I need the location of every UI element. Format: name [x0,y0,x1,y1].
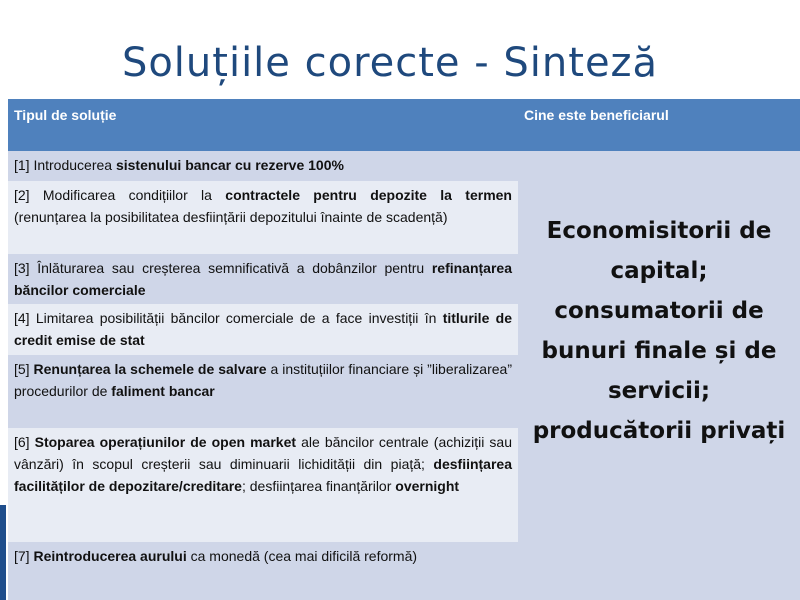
table-row [8,254,518,304]
row-text-bold: faliment bancar [111,383,215,399]
row-text-bold: contractele pentru depozite la termen [225,187,512,203]
beneficiary-cell [518,151,800,600]
solutions-table [8,99,800,600]
row-text-bold: Reintroducerea aurului [33,548,187,564]
row-text: [7] [14,548,34,564]
row-text: [3] Înlăturarea sau creșterea semnificativă a dobânzilor pentru [14,260,432,276]
row-text: a instituțiilor financiare și ”liberalizarea” procedurilor de [14,361,512,399]
row-text-bold: refinanțarea băncilor comerciale [14,260,512,298]
row-text: [2] Modificarea condițiilor la [14,187,226,203]
row-text: (renunțarea la posibilitatea desființării depozitului înainte de scadență) [14,209,448,225]
row-text-bold: Renunțarea la schemele de salvare [33,361,267,377]
row-text: [6] [14,434,35,450]
row-text-bold: overnight [395,478,460,494]
beneficiary-text: Economisitorii de capital; consumatorii de bunuri finale și de servicii; producătorii privați [532,217,786,444]
table-row [8,181,518,254]
row-text: ; desființarea finanțărilor [241,478,396,494]
row-text-bold: desființarea facilităților de depozitare/creditare [14,456,512,494]
left-accent-bar [0,505,6,600]
row-text: ale băncilor centrale (achiziții sau vânzări) în scopul creșterii sau diminuarii lichidității din piață; [14,434,512,472]
row-text-bold: Stoparea operațiunilor de open market [34,434,297,450]
table-row [8,304,518,355]
row-text: [5] [14,361,34,377]
header-solution-type: Tipul de soluție [8,99,518,151]
table-row [8,355,518,428]
table-row [8,542,518,600]
slide-title: Soluțiile corecte - Sinteză [121,40,659,86]
row-text: [1] Introducerea [14,157,116,173]
header-beneficiary: Cine este beneficiarul [518,99,800,151]
row-text: ca monedă (cea mai dificilă reformă) [186,548,418,564]
table-row [8,428,518,542]
table-row [8,151,518,181]
row-text-bold: sistenului bancar cu rezerve 100% [115,157,344,173]
row-text-bold: titlurile de credit emise de stat [14,310,512,348]
row-text: [4] Limitarea posibilității băncilor comerciale de a face investiții în [14,310,443,326]
